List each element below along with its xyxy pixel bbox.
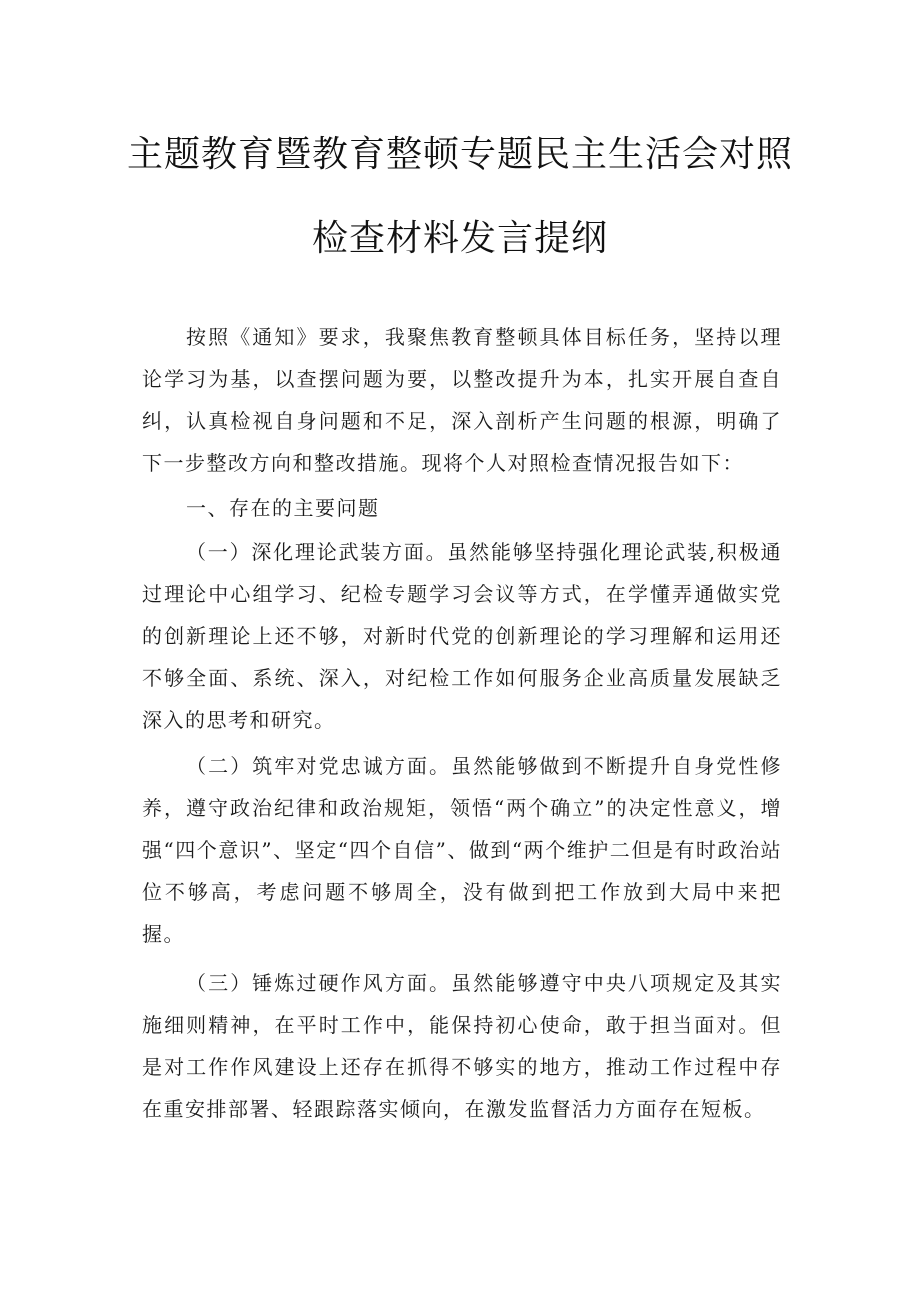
item-paragraph-2: （二）筑牢对党忠诚方面。虽然能够做到不断提升自身党性修养，遵守政治纪律和政治规矩，领悟“两个确立”的决定性意义，增强“四个意识”、坚定“四个自信”、做到“两个维护二但是有时政治站位不够高，考虑问题不够周全，没有做到把工作放到大局中来把握。 xyxy=(142,754,782,946)
document-title-line-2: 检查材料发言提纲 xyxy=(311,218,608,259)
document-title-line-1: 主题教育暨教育整顿专题民主生活会对照 xyxy=(126,134,793,175)
intro-paragraph: 按照《通知》要求，我聚焦教育整顿具体目标任务，坚持以理论学习为基，以查摆问题为要，以整改提升为本，扎实开展自查自纠，认真检视自身问题和不足，深入剖析产生问题的根源，明确了下一步整改方向和整改措施。现将个人对照检查情况报告如下： xyxy=(142,325,782,475)
section-heading: 一、存在的主要问题 xyxy=(186,496,380,520)
item-paragraph-3: （三）锤炼过硬作风方面。虽然能够遵守中央八项规定及其实施细则精神，在平时工作中，能保持初心使命，敢于担当面对。但是对工作作风建设上还存在抓得不够实的地方，推动工作过程中存在重安排部署、轻跟踪落实倾向，在激发监督活力方面存在短板。 xyxy=(142,971,782,1121)
item-paragraph-1: （一）深化理论武装方面。虽然能够坚持强化理论武装,积极通过理论中心组学习、纪检专题学习会议等方式，在学懂弄通做实党的创新理论上还不够，对新时代党的创新理论的学习理解和运用还不够全面、系统、深入，对纪检工作如何服务企业高质量发展缺乏深入的思考和研究。 xyxy=(142,540,782,732)
